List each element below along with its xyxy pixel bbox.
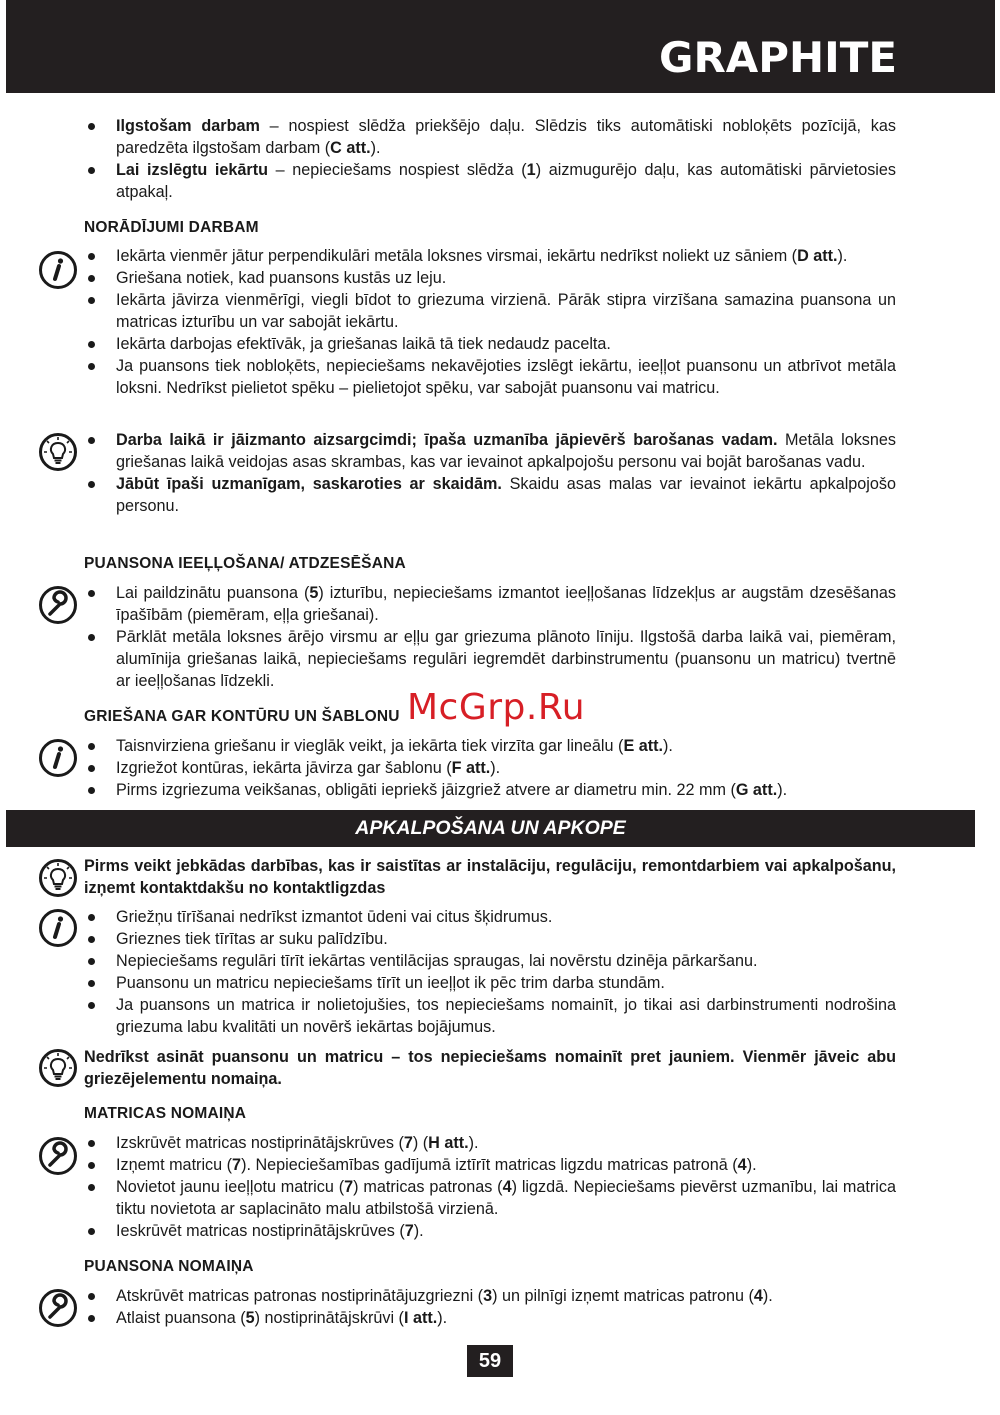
lightbulb-icon — [38, 1048, 78, 1088]
info-icon — [38, 738, 78, 778]
list-item: Grieznes tiek tīrītas ar suku palīdzību. — [84, 928, 896, 950]
work-list — [84, 245, 896, 399]
info-icon — [38, 250, 78, 290]
wrench-icon — [38, 1136, 78, 1176]
section-heading-contour: GRIEŠANA GAR KONTŪRU UN ŠABLONU — [84, 708, 400, 725]
page-header — [6, 0, 995, 93]
section-heading-work: NORĀDĪJUMI DARBAM — [84, 219, 259, 236]
lubrication-list — [84, 582, 896, 692]
work-warning-list — [84, 429, 896, 517]
wrench-icon — [38, 585, 78, 625]
section-heading-matrix: MATRICAS NOMAIŅA — [84, 1105, 247, 1122]
list-item: Griešana notiek, kad puansons kustās uz leju. — [84, 267, 896, 289]
section-heading-punch: PUANSONA NOMAIŅA — [84, 1258, 254, 1275]
list-item: Lai paildzinātu puansona (5) izturību, nepieciešams izmantot ieeļļošanas līdzekļus ar augstām dzesēšanas īpašībām (piemēram, eļļa griešanai). — [84, 582, 896, 626]
list-item: Griežņu tīrīšanai nedrīkst izmantot ūdeni vai citus šķidrumus. — [84, 906, 896, 928]
list-item: Taisnvirziena griešanu ir vieglāk veikt, ja iekārta tiek virzīta gar lineālu (E att.). — [84, 735, 896, 757]
wrench-icon — [38, 1288, 78, 1328]
list-item: Lai izslēgtu iekārtu – nepieciešams nospiest slēdža (1) aizmugurējo daļu, kas automātiski pārvietosies atpakaļ. — [84, 159, 896, 203]
list-item: Izskrūvēt matricas nostiprinātājskrūves (7) (H att.). — [84, 1132, 896, 1154]
list-item: Darba laikā ir jāizmanto aizsargcimdi; īpaša uzmanība jāpievērš barošanas vadam. Metāla loksnes griešanas laikā veidojas asas skrambas, kas var ievainot apkalpojošu personu vai bojāt barošanas vadu. — [84, 429, 896, 473]
graphite-logo — [659, 36, 899, 76]
logo-text: GRAPHITE — [659, 36, 897, 76]
punch-list — [84, 1285, 896, 1329]
matrix-list — [84, 1132, 896, 1242]
contour-list — [84, 735, 896, 801]
list-item: Iekārta jāvirza vienmērīgi, viegli bīdot to griezuma virzienā. Pārāk stipra virzīšana samazina puansona un matricas izturību un var sabojāt iekārtu. — [84, 289, 896, 333]
maintenance-warning-2: Nedrīkst asināt puansonu un matricu – tos nepieciešams nomainīt pret jauniem. Vienmēr jāveic abu griezējelementu nomaiņa. — [84, 1048, 896, 1088]
section-heading-lubrication: PUANSONA IEEĻĻOŠANA/ ATDZESĒŠANA — [84, 555, 406, 572]
list-item: Pirms izgriezuma veikšanas, obligāti iepriekš jāizgriež atvere ar diametru min. 22 mm (G att.). — [84, 779, 896, 801]
page-number: 59 — [467, 1345, 513, 1377]
section-title-maintenance: APKALPOŠANA UN APKOPE — [6, 810, 975, 847]
maintenance-list — [84, 906, 896, 1038]
watermark: McGrp.Ru — [407, 687, 586, 728]
list-item: Ja puansons tiek nobloķēts, nepieciešams nekavējoties izslēgt iekārtu, ieeļļot puansonu un atbrīvot metāla loksni. Nedrīkst pielietot spēku – pielietojot spēku, var sabojāt puansonu vai matricu. — [84, 355, 896, 399]
list-item: Puansonu un matricu nepieciešams tīrīt un ieeļļot ik pēc trim darba stundām. — [84, 972, 896, 994]
list-item: Ieskrūvēt matricas nostiprinātājskrūves (7). — [84, 1220, 896, 1242]
info-icon — [38, 908, 78, 948]
list-item: Ilgstošam darbam – nospiest slēdža priekšējo daļu. Slēdzis tiks automātiski nobloķēts pozīcijā, kas paredzēta ilgstošam darbam (C att.). — [84, 115, 896, 159]
lightbulb-icon — [38, 432, 78, 472]
list-item: Iekārta darbojas efektīvāk, ja griešanas laikā tā tiek nedaudz pacelta. — [84, 333, 896, 355]
list-item: Nepieciešams regulāri tīrīt iekārtas ventilācijas spraugas, lai novērstu dzinēja pārkaršanu. — [84, 950, 896, 972]
list-item: Ja puansons un matrica ir nolietojušies, tos nepieciešams nomainīt, jo tikai asi darbinstrumenti nodrošina griezuma labu kvalitāti un novērš iekārtas bojājumus. — [84, 994, 896, 1038]
list-item: Atskrūvēt matricas patronas nostiprinātājuzgriezni (3) un pilnīgi izņemt matricas patronu (4). — [84, 1285, 896, 1307]
intro-list — [84, 115, 896, 203]
list-item: Atlaist puansona (5) nostiprinātājskrūvi (I att.). — [84, 1307, 896, 1329]
list-item: Pārklāt metāla loksnes ārējo virsmu ar eļļu gar griezuma plānoto līniju. Ilgstošā darba laikā vai, piemēram, alumīnija griešanas laikā, nepieciešams regulāri iegremdēt darbinstrumentu (puansonu un matricu) tvertnē ar ieeļļošanas līdzekli. — [84, 626, 896, 692]
list-item: Jābūt īpaši uzmanīgam, saskaroties ar skaidām. Skaidu asas malas var ievainot iekārtu apkalpojošo personu. — [84, 473, 896, 517]
list-item: Izgriežot kontūras, iekārta jāvirza gar šablonu (F att.). — [84, 757, 896, 779]
list-item: Novietot jaunu ieeļļotu matricu (7) matricas patronas (4) ligzdā. Nepieciešams pievērst uzmanību, lai matrica tiktu novietota ar saplacināto malu atbilstošā virzienā. — [84, 1176, 896, 1220]
maintenance-warning: Pirms veikt jebkādas darbības, kas ir saistītas ar instalāciju, regulāciju, remontdarbiem vai apkalpošanu, izņemt kontaktdakšu no kontaktligzdas — [84, 857, 896, 897]
list-item: Izņemt matricu (7). Nepieciešamības gadījumā iztīrīt matricas ligzdu matricas patronā (4). — [84, 1154, 896, 1176]
lightbulb-icon — [38, 858, 78, 898]
list-item: Iekārta vienmēr jātur perpendikulāri metāla loksnes virsmai, iekārtu nedrīkst noliekt uz sāniem (D att.). — [84, 245, 896, 267]
